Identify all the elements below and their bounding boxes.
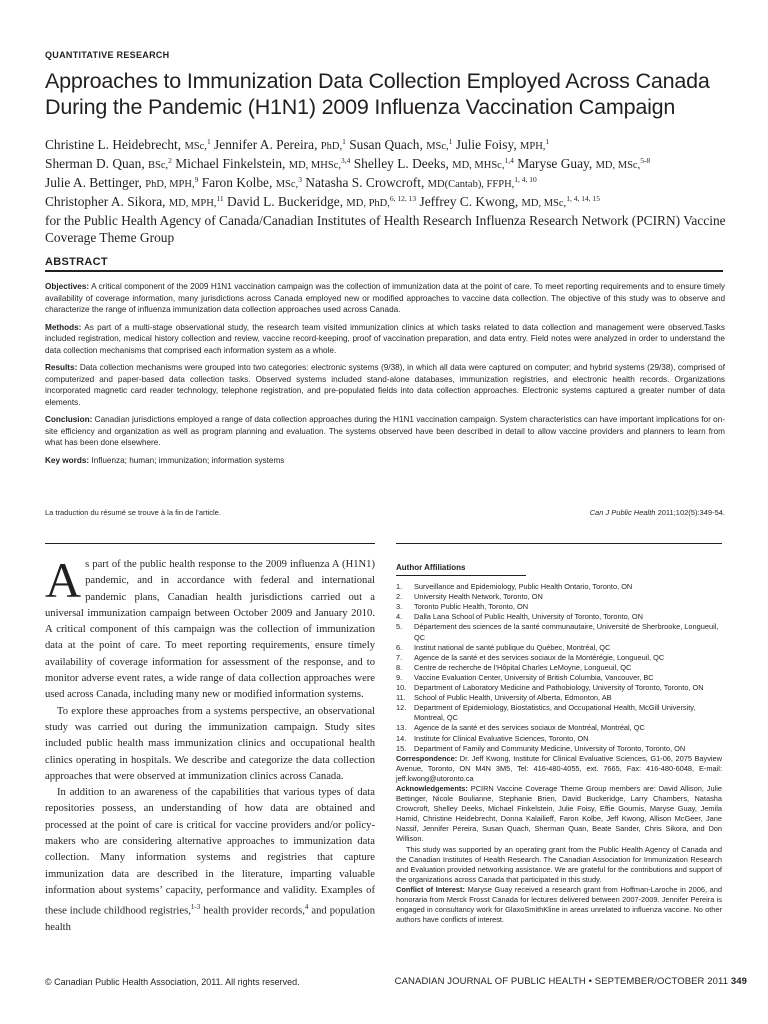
author-name: David L. Buckeridge, xyxy=(227,194,344,210)
note-text: Dr. Jeff Kwong, Institute for Clinical Evaluative Sciences, G1-06, 2075 Bayview Avenue, Toronto, ON M4N 3M5, Tel: 416-480-4055, ext. 7665, Fax: 416-480-6048, E-mail: jeff.kwong@utoronto.ca xyxy=(396,753,722,783)
note-label: Conflict of Interest: xyxy=(396,884,465,894)
author-credentials: MD, MSc, xyxy=(595,160,641,172)
affiliation-text: Institute for Clinical Evaluative Sciences, Toronto, ON xyxy=(414,733,589,743)
affiliation-item xyxy=(396,673,722,683)
author-affiliation-ref: 6, 12, 13 xyxy=(389,194,417,204)
drop-cap: A xyxy=(45,557,82,608)
affiliation-number: 13. xyxy=(396,723,407,733)
funding-note: This study was supported by an operating grant from the Public Health Agency of Canada and the Canadian Institutes of Health Research. The Canadian Association for Immunization Research and Evaluation provided networking assistance. We are grateful for the contributions and support of the organizations across Canada that participated in this study. xyxy=(396,844,722,884)
author-name: Jeffrey C. Kwong, xyxy=(419,194,519,210)
abstract-text: Canadian jurisdictions employed a range of data collection approaches during the H1N1 vaccination campaign. System characteristics can have important implications for on-site efficiency and organization as well as program planning and evaluation. The systems observed have been described in detail to allow vaccine providers and planners to learn from what has been done elsewhere. xyxy=(45,415,725,447)
journal-footer: CANADIAN JOURNAL OF PUBLIC HEALTH • SEPTEMBER/OCTOBER 2011 xyxy=(394,976,729,987)
acknowledgements xyxy=(396,784,722,845)
note-text: Maryse Guay received a research grant from Hoffman-Laroche in 2006, and honoraria from Merck Frosst Canada for lectures delivered between 2007-2009. Jennifer Pereira is engaged in consultancy work for GlaxoSmithKline in areas unrelated to influenza vaccine. No other authors have conflicts of interest. xyxy=(396,884,722,925)
affiliation-number: 5. xyxy=(396,622,403,632)
note-label: Acknowledgements: xyxy=(396,783,468,793)
article-title: Approaches to Immunization Data Collection Employed Across Canada During the Pandemic (H1N1) 2009 Influenza Vaccination Campaign xyxy=(45,69,710,119)
affiliation-number: 8. xyxy=(396,662,403,672)
author-name: Sherman D. Quan, xyxy=(45,156,145,172)
affiliation-item xyxy=(396,592,722,602)
section-tag: QUANTITATIVE RESEARCH xyxy=(45,50,170,60)
conflict-of-interest xyxy=(396,885,722,925)
author-affiliation-ref: 3,4 xyxy=(340,156,351,166)
author-name: Maryse Guay, xyxy=(517,156,593,172)
author-name: Shelley L. Deeks, xyxy=(353,156,449,172)
affiliation-text: Toronto Public Health, Toronto, ON xyxy=(414,602,529,612)
author-affiliation-ref: 11 xyxy=(216,194,224,204)
affiliation-item xyxy=(396,663,722,673)
abstract-conclusion xyxy=(45,414,725,449)
author-credentials: MD, MHSc, xyxy=(288,160,341,172)
french-abstract-note: La traduction du résumé se trouve à la fin de l’article. xyxy=(45,508,221,517)
affiliation-number: 4. xyxy=(396,612,403,622)
affiliation-item xyxy=(396,734,722,744)
author-name: Susan Quach, xyxy=(349,137,423,152)
abstract-text: Data collection mechanisms were grouped into two categories: electronic systems (9/38), in which all data were captured on computer; and hybrid systems (29/38), comprised of computerized and paper-based data collection tasks. Observed systems included stand-alone databases, immunization registries, and electronic health records. Organizations incorporated magnetic card reader technology, telephone registration, and pre-populated fields into data collection approaches. Electronic systems captured a greater number of data elements. xyxy=(45,363,725,407)
author-affiliation-ref: 3 xyxy=(298,175,302,185)
abstract-label: Objectives: xyxy=(45,282,90,291)
affiliation-item xyxy=(396,602,722,612)
abstract-body xyxy=(45,281,725,472)
affiliation-item xyxy=(396,683,722,693)
author-list xyxy=(45,136,735,247)
affiliation-number: 15. xyxy=(396,743,407,753)
affiliation-item xyxy=(396,653,722,663)
author-affiliation-ref: 9 xyxy=(194,175,199,185)
affiliation-number: 10. xyxy=(396,683,407,693)
affiliation-text: University Health Network, Toronto, ON xyxy=(414,592,543,602)
body-paragraph: To explore these approaches from a systems perspective, an observational study was carried out during the immunization campaign. Study sites included public health mass immunization clinics and occupational health clinics operating in hospitals. We describe and categorize the data collection approaches that were observed at immunization clinics across Canada. xyxy=(45,705,375,782)
affiliation-item xyxy=(396,622,722,642)
divider xyxy=(396,543,722,544)
affiliation-text: Surveillance and Epidemiology, Public Health Ontario, Toronto, ON xyxy=(414,582,633,592)
correspondence xyxy=(396,754,722,784)
affiliation-number: 7. xyxy=(396,652,403,662)
author-affiliation-ref: 1 xyxy=(206,137,211,146)
author-affiliation-ref: 1, 4, 14, 15 xyxy=(566,194,600,204)
abstract-text: A critical component of the 2009 H1N1 vaccination campaign was the collection of immunization data at the point of care. To meet reporting requirements and to ensure timely availability of coverage information, many jurisdictions across Canada employed new or modified approaches to vaccine data collection. The objective of this study was to observe and characterize the range of influenza immunization data collection approaches used across Canada. xyxy=(45,282,725,314)
author-affiliation-ref: 1,4 xyxy=(504,156,514,166)
author-name: Christine L. Heidebrecht, xyxy=(45,137,182,152)
abstract-text: As part of a multi-stage observational study, the research team visited immunization clinics at which tasks related to data collection and management were observed.Tasks included registration, medical history collection and review, vaccine record-keeping, proof of vaccination preparation, and data entry. Field notes were analyzed in order to understand the data collection mechanisms that comprised each information system as a whole. xyxy=(45,322,725,355)
citation-line xyxy=(45,508,725,517)
affiliation-number: 9. xyxy=(396,672,403,682)
body-text: In addition to an awareness of the capabilities that various types of data repositories possess, an understanding of how data are obtained and processed at the point of care is critical for vaccine providers and/or policy-makers who are considering alternative approaches to immunization data collection. Many information systems and registries that capture immunization data are described in the literature, imparting valuable information about systems’ capacity, performance and validity. Examples of these include childhood registries, xyxy=(45,787,375,917)
divider xyxy=(45,543,375,544)
author-name: Jennifer A. Pereira, xyxy=(214,137,318,152)
affiliation-text: Centre de recherche de l’Hôpital Charles LeMoyne, Longueuil, QC xyxy=(414,662,632,672)
author-credentials: PhD, MPH, xyxy=(145,179,195,191)
affiliation-text: Département des sciences de la santé communautaire, Université de Sherbrooke, Longueuil, QC xyxy=(414,622,719,642)
affiliation-text: Agence de la santé et des services sociaux de la Montérégie, Longueuil, QC xyxy=(414,652,665,662)
affiliation-number: 12. xyxy=(396,703,407,713)
author-affiliation-ref: 1 xyxy=(448,137,453,146)
abstract-label: Methods: xyxy=(45,322,82,332)
affiliation-text: Institut national de santé publique du Québec, Montréal, QC xyxy=(414,642,611,652)
affiliation-text: Department of Epidemiology, Biostatistics, and Occupational Health, McGill University, Montreal, QC xyxy=(414,703,696,723)
page-number: 349 xyxy=(730,976,747,987)
copyright-notice: © Canadian Public Health Association, 2011. All rights reserved. xyxy=(45,977,300,987)
author-credentials: MSc, xyxy=(426,141,449,152)
author-group: for the Public Health Agency of Canada/Canadian Institutes of Health Research Influenza Research Network (PCIRN) Vaccine Coverage Theme Group xyxy=(45,213,726,246)
affiliation-number: 1. xyxy=(396,582,403,592)
affiliation-text: Vaccine Evaluation Center, University of British Columbia, Vancouver, BC xyxy=(414,672,654,682)
affiliation-text: Agence de la santé et des services sociaux de Montréal, Montréal, QC xyxy=(414,723,645,733)
affiliation-item xyxy=(396,582,722,592)
abstract-label: Conclusion: xyxy=(45,415,93,424)
note-text: PCIRN Vaccine Coverage Theme Group members are: David Allison, Julie Bettinger, Nicole Boulianne, Stephanie Brien, David Buckeridge, Larry Chambers, Natasha Crowcroft, Shelley Deeks, Michael Finkelstein, Julie Foisy, Effie Gournis, Maryse Guay, Jemila Hamid, Christine Heidebrecht, Donna Kalailieff, Faron Kolbe, Jeff Kwong, Allison McGeer, Jane Nassif, Jennifer Pereira, Susan Quach, Sherman Quan, Beate Sander, Chris Sikora, and Don Willison. xyxy=(396,783,722,844)
affiliation-item xyxy=(396,744,722,754)
affiliation-number: 2. xyxy=(396,592,403,602)
body-text: health provider records, xyxy=(200,905,305,917)
abstract-objectives xyxy=(45,281,725,316)
author-credentials: MD, PhD, xyxy=(346,198,390,210)
citation-ref-sup: 1-3 xyxy=(190,903,201,912)
affiliation-number: 14. xyxy=(396,733,407,743)
article-notes xyxy=(396,754,722,926)
body-text: s part of the public health response to the 2009 influenza A (H1N1) pandemic, and in accordance with federal and international pandemic plans, Canadian health jurisdictions carried out a universal immunization campaign between October 2009 and January 2010. A critical component of this campaign was the collection of immunization data at the point of care. To meet reporting requirements, ensure timely availability of coverage information for assessment of the response, and to monitor adverse event rates, a wide range of data collection approaches were used across Canada, including many new or modified information systems. xyxy=(45,559,375,701)
affiliation-number: 6. xyxy=(396,642,403,652)
affiliation-number: 3. xyxy=(396,602,403,612)
body-text: and population health xyxy=(45,905,375,934)
affiliation-text: Department of Laboratory Medicine and Pathobiology, University of Toronto, Toronto, ON xyxy=(414,683,704,693)
affiliation-item xyxy=(396,703,722,723)
author-credentials: MD, MSc, xyxy=(521,198,567,210)
author-name: Julie Foisy, xyxy=(455,137,517,152)
body-column xyxy=(45,557,375,957)
affiliation-text: School of Public Health, University of Alberta, Edmonton, AB xyxy=(414,693,612,703)
abstract-heading: ABSTRACT xyxy=(45,256,723,272)
abstract-text: Influenza; human; immunization; information systems xyxy=(91,455,285,465)
author-credentials: MD, MHSc, xyxy=(452,160,505,172)
abstract-label: Key words: xyxy=(45,455,90,465)
citation xyxy=(590,508,725,517)
author-name: Julie A. Bettinger, xyxy=(45,175,142,191)
affiliation-text: Department of Family and Community Medicine, University of Toronto, Toronto, ON xyxy=(414,743,686,753)
author-credentials: MD(Cantab), FFPH, xyxy=(427,179,515,191)
affiliation-text: Dalla Lana School of Public Health, University of Toronto, Toronto, ON xyxy=(414,612,643,622)
citation-journal: Can J Public Health xyxy=(589,508,656,517)
running-footer xyxy=(395,976,747,987)
affiliation-item xyxy=(396,723,722,733)
author-name: Michael Finkelstein, xyxy=(175,156,286,172)
author-affiliation-ref: 1 xyxy=(342,137,346,146)
author-name: Natasha S. Crowcroft, xyxy=(305,175,425,191)
abstract-label: Results: xyxy=(45,363,78,372)
author-credentials: MSc, xyxy=(184,141,207,152)
affiliation-item xyxy=(396,643,722,653)
author-name: Faron Kolbe, xyxy=(201,175,273,191)
author-affiliation-ref: 2 xyxy=(168,156,172,166)
abstract-methods xyxy=(45,322,725,357)
note-label: Correspondence: xyxy=(396,753,458,763)
author-credentials: MPH, xyxy=(520,141,546,152)
author-credentials: MD, MPH, xyxy=(168,198,217,210)
body-paragraph xyxy=(45,557,375,704)
affiliation-list xyxy=(396,582,722,754)
affiliations-column xyxy=(396,563,722,925)
author-credentials: MSc, xyxy=(275,179,299,191)
abstract-results xyxy=(45,362,725,408)
citation-ref-sup: 4 xyxy=(304,903,309,912)
body-paragraph xyxy=(45,785,375,936)
author-credentials: BSc, xyxy=(148,160,169,172)
affiliations-heading: Author Affiliations xyxy=(396,563,526,576)
abstract-keywords xyxy=(45,455,725,467)
author-affiliation-ref: 1, 4, 10 xyxy=(514,175,537,185)
author-name: Christopher A. Sikora, xyxy=(45,194,166,210)
affiliation-item xyxy=(396,612,722,622)
affiliation-number: 11. xyxy=(396,693,406,703)
affiliation-item xyxy=(396,693,722,703)
author-affiliation-ref: 5-8 xyxy=(640,156,651,166)
author-affiliation-ref: 1 xyxy=(545,137,550,146)
citation-ref: 2011;102(5):349-54. xyxy=(657,508,725,517)
author-credentials: PhD, xyxy=(320,141,343,152)
